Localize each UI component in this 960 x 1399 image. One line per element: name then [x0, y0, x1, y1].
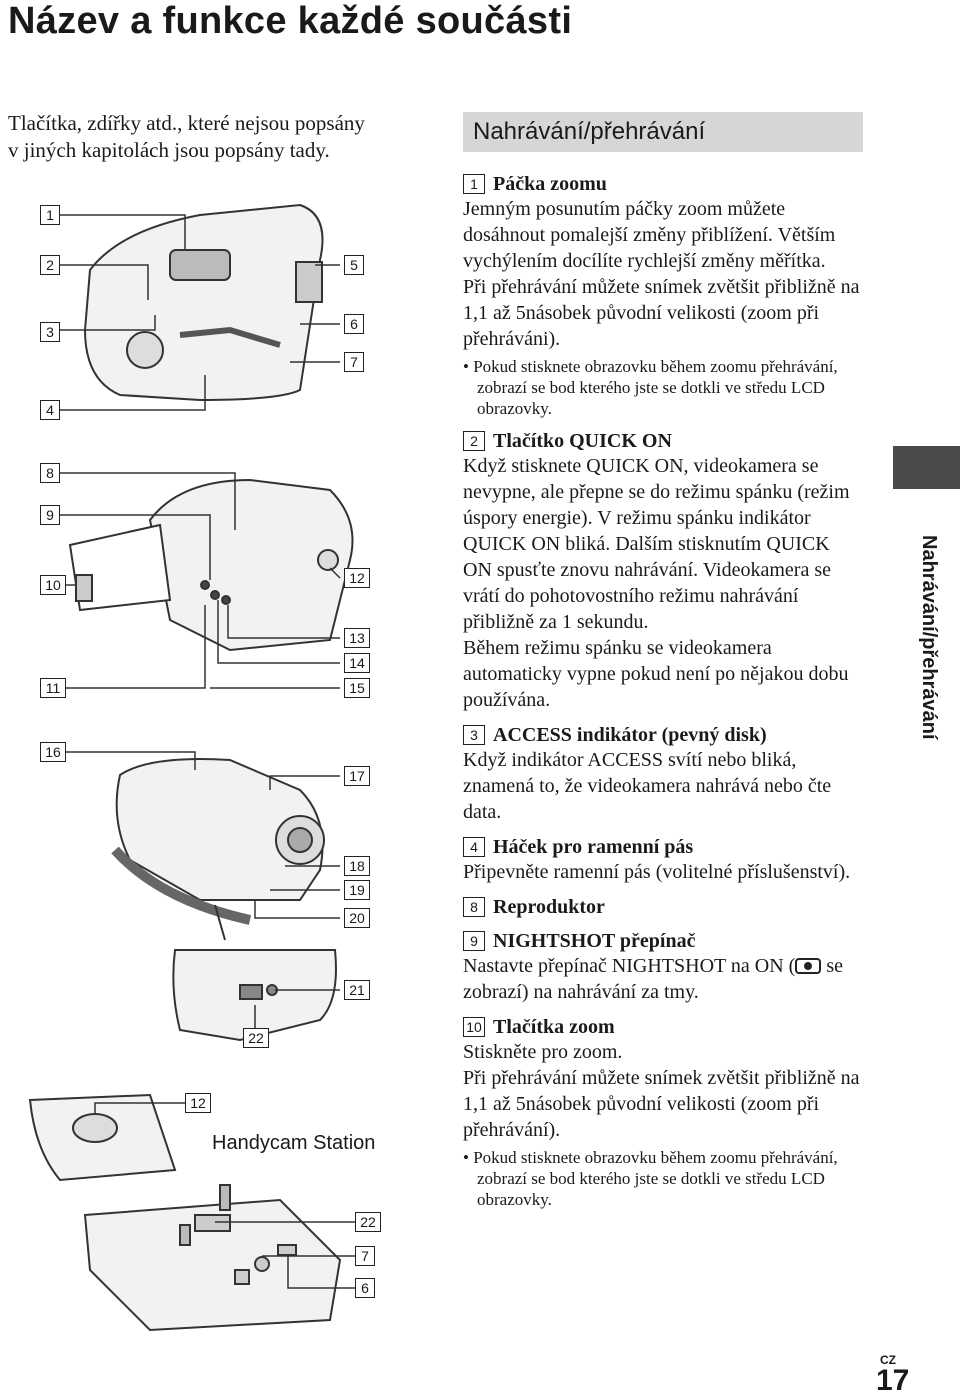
- entry-body: Během režimu spánku se videokamera automaticky vypne pokud není po nějakou dobu používána.: [463, 637, 849, 711]
- callout-15: 15: [344, 678, 370, 698]
- callout-10: 10: [40, 575, 66, 595]
- callout-18: 18: [344, 856, 370, 876]
- entry-heading: [463, 835, 863, 859]
- entry-1: [463, 172, 863, 419]
- entry-3: [463, 723, 863, 825]
- descriptions: [463, 172, 863, 1220]
- entry-title: ACCESS indikátor (pevný disk): [493, 724, 767, 746]
- entry-number: 8: [463, 897, 485, 917]
- entry-body: Při přehrávání můžete snímek zvětšit přibližně na 1,1 až 5násobek původní velikosti (zoom při přehráváni).: [463, 276, 860, 350]
- side-tab-marker: [893, 446, 960, 489]
- entry-heading: [463, 172, 863, 196]
- section-header-label: Nahrávání/přehrávání: [473, 118, 706, 145]
- callout-22: 22: [243, 1028, 269, 1048]
- quick-on-detail-drawing: [30, 1095, 175, 1180]
- entry-title: Páčka zoomu: [493, 173, 607, 195]
- handycam-station-drawing: [85, 1185, 340, 1330]
- side-section-label: Nahrávání/přehrávání: [918, 535, 940, 740]
- entry-title: Tlačítko QUICK ON: [493, 430, 672, 452]
- callout-22-station: 22: [355, 1212, 381, 1232]
- callout-9: 9: [40, 505, 60, 525]
- entry-title: Tlačítka zoom: [493, 1016, 615, 1038]
- entry-note: • Pokud stisknete obrazovku během zoomu přehrávání, zobrazí se bod kterého jste se dotkli ve středu LCD obrazovky.: [463, 357, 838, 418]
- callout-7: 7: [344, 352, 364, 372]
- handycam-station-label: Handycam Station: [212, 1132, 376, 1154]
- entry-body: Stiskněte pro zoom.: [463, 1041, 623, 1063]
- callout-21: 21: [344, 980, 370, 1000]
- entry-heading: [463, 895, 863, 919]
- entry-note: • Pokud stisknete obrazovku během zoomu přehrávání, zobrazí se bod kterého jste se dotkli ve středu LCD obrazovky.: [463, 1148, 838, 1209]
- entry-8: [463, 895, 863, 919]
- entry-2: [463, 429, 863, 713]
- entry-body: Jemným posunutím páčky zoom můžete dosáhnout pomalejší změny přiblížení. Větším vychýlením docílíte rychlejší změny měřítka.: [463, 198, 836, 272]
- entry-number: 4: [463, 837, 485, 857]
- callout-20: 20: [344, 908, 370, 928]
- callout-12: 12: [344, 568, 370, 588]
- entry-body: Když indikátor ACCESS svítí nebo bliká, znamená to, že videokamera nahrává nebo čte data.: [463, 749, 832, 823]
- callout-17: 17: [344, 766, 370, 786]
- entry-title: Reproduktor: [493, 896, 605, 918]
- entry-number: 1: [463, 174, 485, 194]
- camera-top-view-drawing: [85, 205, 323, 400]
- entry-heading: [463, 1015, 863, 1039]
- section-header: [463, 112, 863, 152]
- callout-6-station: 6: [355, 1278, 375, 1298]
- callout-7-station: 7: [355, 1246, 375, 1266]
- entry-number: 2: [463, 431, 485, 451]
- callout-12-detail: 12: [185, 1093, 211, 1113]
- entry-9: [463, 929, 863, 1005]
- entry-body: [463, 953, 863, 1005]
- callout-4: 4: [40, 400, 60, 420]
- entry-number: 9: [463, 931, 485, 951]
- callout-11: 11: [40, 678, 66, 698]
- entry-body: Připevněte ramenní pás (volitelné příslušenství).: [463, 861, 851, 883]
- entry-4: [463, 835, 863, 885]
- callout-5: 5: [344, 255, 364, 275]
- entry-number: 3: [463, 725, 485, 745]
- entry-title: NIGHTSHOT přepínač: [493, 930, 696, 952]
- intro-text: Tlačítka, zdířky atd., které nejsou popsány v jiných kapitolách jsou popsány tady.: [8, 111, 365, 162]
- page-language-code: CZ: [880, 1353, 896, 1367]
- entry-number: 10: [463, 1017, 485, 1037]
- entry-body: Při přehrávání můžete snímek zvětšit přibližně na 1,1 až 5násobek původní velikosti (zoom při přehrávání).: [463, 1067, 860, 1141]
- callout-19: 19: [344, 880, 370, 900]
- page-title: Název a funkce každé součásti: [8, 0, 573, 42]
- page-number: 17: [876, 1364, 910, 1397]
- callout-2: 2: [40, 255, 60, 275]
- entry-heading: [463, 429, 863, 453]
- camera-illustrations: [0, 0, 460, 1399]
- callout-13: 13: [344, 628, 370, 648]
- nightshot-text-after: se zobrazí) na nahrávání za tmy.: [463, 955, 843, 1003]
- callout-1: 1: [40, 205, 60, 225]
- entry-heading: [463, 723, 863, 747]
- camera-back-view-drawing: [115, 759, 324, 940]
- callout-14: 14: [344, 653, 370, 673]
- callout-8: 8: [40, 463, 60, 483]
- callout-16: 16: [40, 742, 66, 762]
- callout-6: 6: [344, 314, 364, 334]
- nightshot-text-before: Nastavte přepínač NIGHTSHOT na ON (: [463, 955, 796, 977]
- entry-body: Když stisknete QUICK ON, videokamera se nevypne, ale přepne se do režimu spánku (režim úspory energie). V režimu spánku indikátor QUICK ON bliká. Dalším stisknutím QUICK ON spusťte znovu nahrávání. Videokamera se vrátí do pohotovostního režimu nahrávání přibližně za 1 sekundu.: [463, 455, 850, 633]
- entry-10: [463, 1015, 863, 1210]
- nightshot-icon: [795, 958, 821, 974]
- entry-title: Háček pro ramenní pás: [493, 836, 694, 858]
- camera-lcd-open-drawing: [70, 480, 353, 650]
- callout-3: 3: [40, 322, 60, 342]
- entry-heading: [463, 929, 863, 953]
